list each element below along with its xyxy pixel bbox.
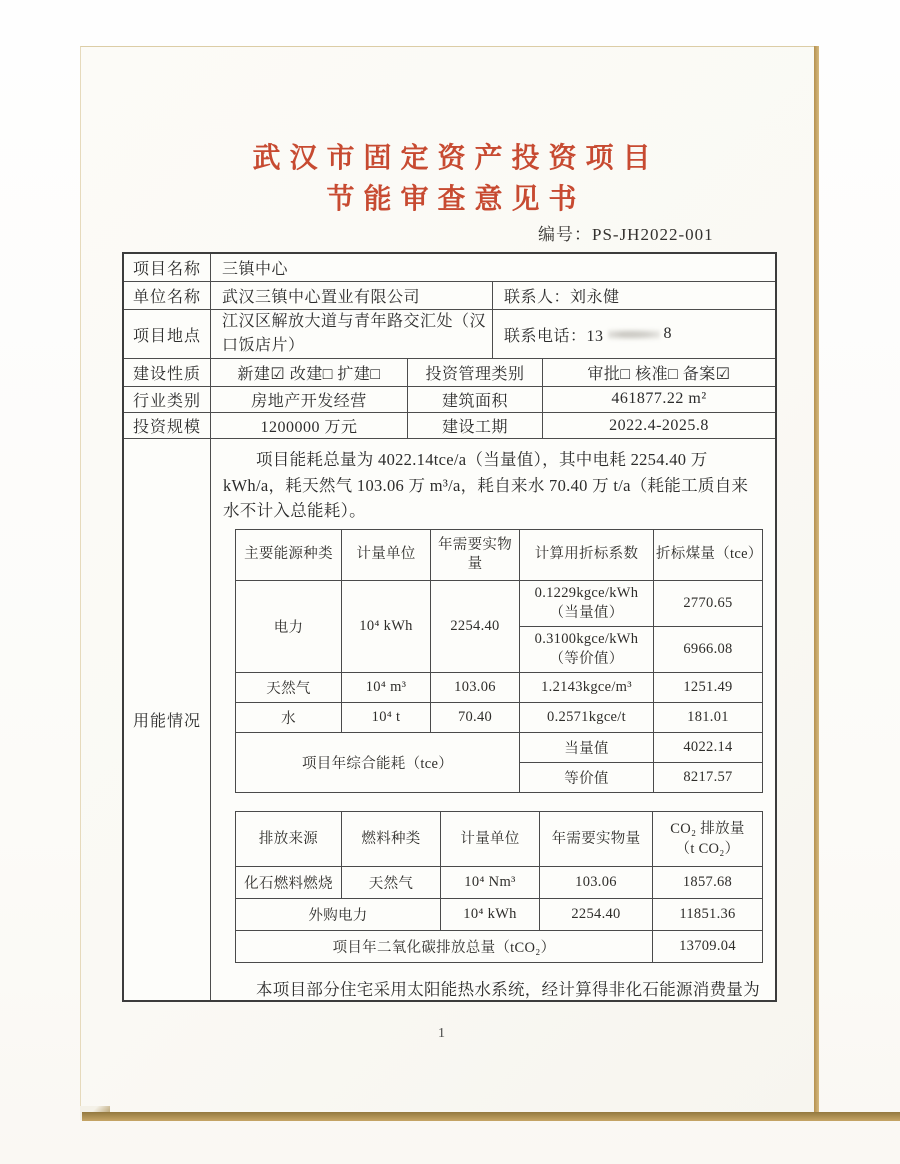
gas-amount: 103.06 [431,672,520,702]
fossil-unit: 10⁴ Nm³ [441,866,540,898]
total-equivalent-label: 当量值 [520,732,654,762]
table-row [124,358,775,385]
floor-area-value: 461877.22 m² [542,387,775,412]
phone-suffix: 8 [663,325,673,343]
total-energy-label: 项目年综合能耗（tce） [236,732,520,792]
table-row [124,386,775,412]
total-emission-value: 13709.04 [653,930,763,962]
unit-name-value: 武汉三镇中心置业有限公司 [210,282,492,309]
carbon-emission-table [235,811,763,963]
project-info-table [122,252,777,1002]
factor-equivalent-value: 0.1229kgce/kWh [534,585,639,602]
construction-period-value: 2022.4-2025.8 [542,413,775,438]
energy-summary-paragraph: 项目能耗总量为 4022.14tce/a（当量值），其中电耗 2254.40 万 kWh/a，耗天然气 103.06 万 m³/a，耗自来水 70.40 万 t/a（耗能工质自来水不计入总能耗）。 [223,450,749,521]
document-title-line2: 节能审查意见书 [326,184,586,215]
factor-parity-value: 0.3100kgce/kWh [534,631,639,648]
paper-bottom-edge [82,1112,900,1121]
fossil-fuel: 天然气 [342,866,441,898]
emission-table-header-row [236,811,763,866]
co2-header-line1: CO₂ 排放量 [670,820,745,837]
col-header-co2-emission [653,811,763,866]
energy-section-content [210,439,775,1000]
gas-unit: 10⁴ m³ [342,672,431,702]
location-value: 江汉区解放大道与青年路交汇处（汉口饭店片） [210,310,492,358]
investment-mgmt-checkboxes: 审批□ 核准□ 备案☑ [542,359,775,385]
purchased-co2: 11851.36 [653,898,763,930]
paper-right-edge [814,46,819,1114]
table-row [124,309,775,358]
electricity-amount: 2254.40 [431,580,520,672]
natural-gas-row [236,672,763,702]
electricity-factor-equivalent [520,580,654,626]
col-header-conversion-factor: 计算用折标系数 [520,529,654,580]
factor-parity-note: （等价值） [549,651,624,668]
water-name: 水 [236,702,342,732]
document-number: 编号：PS-JH2022-001 [538,225,714,244]
construction-period-label: 建设工期 [407,413,542,438]
project-name-value: 三镇中心 [210,254,775,281]
electricity-unit: 10⁴ kWh [342,580,431,672]
water-row [236,702,763,732]
industry-value: 房地产开发经营 [210,387,407,412]
total-parity-label: 等价值 [520,762,654,792]
unit-name-label: 单位名称 [132,289,201,307]
col-header-coal-equivalent: 折标煤量（tce） [654,529,763,580]
project-name-label: 项目名称 [132,261,201,279]
fossil-co2: 1857.68 [653,866,763,898]
location-label: 项目地点 [132,327,201,345]
gas-name: 天然气 [236,672,342,702]
energy-usage-row [124,438,775,1000]
total-emission-label: 项目年二氧化碳排放总量（tCO₂） [236,930,653,962]
table-row [124,281,775,309]
col-header-unit: 计量单位 [441,811,540,866]
phone-prefix: 联系电话：13 [504,327,604,345]
document-title-line1: 武汉市固定资产投资项目 [252,143,660,174]
purchased-unit: 10⁴ kWh [441,898,540,930]
electricity-name: 电力 [236,580,342,672]
investment-scale-value: 1200000 万元 [210,413,407,438]
purchased-label: 外购电力 [236,898,441,930]
electricity-coal-parity: 6966.08 [654,626,763,672]
water-coal: 181.01 [654,702,763,732]
energy-section-label: 用能情况 [132,713,201,731]
electricity-row-equivalent [236,580,763,626]
industry-label: 行业类别 [132,392,201,410]
total-emission-row [236,930,763,962]
col-header-annual-amount: 年需要实物量 [431,529,520,580]
closing-paragraph: 本项目部分住宅采用太阳能热水系统，经计算得非化石能源消费量为 [256,979,760,999]
col-header-annual-amount: 年需要实物量 [540,811,653,866]
col-header-fuel-type: 燃料种类 [342,811,441,866]
contact-person-value: 联系人：刘永健 [492,282,775,309]
page-number: 1 [438,1026,445,1041]
purchased-electricity-row [236,898,763,930]
floor-area-label: 建筑面积 [407,387,542,412]
gas-coal: 1251.49 [654,672,763,702]
electricity-factor-parity [520,626,654,672]
fossil-amount: 103.06 [540,866,653,898]
investment-mgmt-label: 投资管理类别 [407,359,542,385]
phone-redacted-area [608,328,660,341]
investment-scale-label: 投资规模 [132,419,201,437]
energy-table-header-row [236,529,763,580]
document-title [122,138,790,220]
contact-phone-value [492,310,775,358]
col-header-emission-source: 排放来源 [236,811,342,866]
total-parity-value: 8217.57 [654,762,763,792]
construction-nature-checkboxes: 新建☑ 改建□ 扩建□ [210,359,407,385]
purchased-amount: 2254.40 [540,898,653,930]
gas-factor: 1.2143kgce/m³ [520,672,654,702]
factor-equivalent-note: （当量值） [549,605,624,622]
table-row [124,254,775,281]
energy-consumption-table [235,529,763,793]
water-factor: 0.2571kgce/t [520,702,654,732]
total-equivalent-value: 4022.14 [654,732,763,762]
construction-nature-label: 建设性质 [132,365,201,383]
col-header-unit: 计量单位 [342,529,431,580]
col-header-energy-type: 主要能源种类 [236,529,342,580]
electricity-coal-equivalent: 2770.65 [654,580,763,626]
water-unit: 10⁴ t [342,702,431,732]
fossil-fuel-row [236,866,763,898]
co2-header-line2: （t CO₂） [675,840,740,857]
fossil-source: 化石燃料燃烧 [236,866,342,898]
table-row [124,412,775,438]
total-energy-row-equivalent [236,732,763,762]
water-amount: 70.40 [431,702,520,732]
